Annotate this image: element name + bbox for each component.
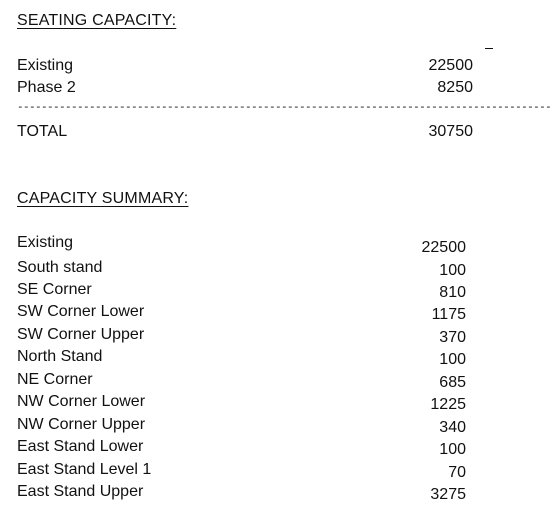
summary-row: [17, 461, 466, 483]
summary-row: [17, 438, 466, 460]
summary-row-label: NE Corner: [17, 371, 93, 388]
summary-row: [17, 281, 466, 303]
summary-row-value: 3275: [430, 486, 466, 503]
summary-row-value: 370: [439, 329, 466, 346]
total-separator-line: -----------------------------------------------------------------------------------------: [17, 102, 551, 114]
seating-row-value: 22500: [428, 57, 473, 74]
summary-row-label: SW Corner Upper: [17, 326, 145, 343]
seating-row-existing: [17, 57, 473, 79]
summary-row: [17, 416, 466, 438]
total-value: 30750: [428, 123, 473, 140]
seating-capacity-heading: SEATING CAPACITY:: [17, 12, 177, 29]
summary-row-label: SE Corner: [17, 281, 92, 298]
summary-row-value: 1225: [430, 396, 466, 413]
summary-row-value: 340: [439, 419, 466, 436]
summary-row-value: 685: [439, 374, 466, 391]
summary-row: [17, 326, 466, 348]
summary-row: [17, 236, 466, 258]
summary-row-value: 100: [439, 351, 466, 368]
summary-row-label: South stand: [17, 259, 103, 276]
summary-row-label: East Stand Upper: [17, 483, 144, 500]
seating-row-label: Phase 2: [17, 79, 76, 96]
summary-row-value: 22500: [421, 239, 466, 256]
summary-row-label: North Stand: [17, 348, 103, 365]
summary-row: [17, 393, 466, 415]
summary-row-value: 70: [448, 464, 466, 481]
summary-row-label: East Stand Lower: [17, 438, 144, 455]
summary-row-label: SW Corner Lower: [17, 303, 145, 320]
total-label: TOTAL: [17, 123, 68, 140]
summary-row-value: 1175: [431, 306, 466, 323]
summary-row-value: 100: [439, 441, 466, 458]
summary-row: [17, 348, 466, 370]
summary-row-value: 810: [439, 284, 466, 301]
summary-row-label: NW Corner Upper: [17, 416, 146, 433]
summary-row: [17, 371, 466, 393]
capacity-summary-heading: CAPACITY SUMMARY:: [17, 190, 189, 207]
summary-row: [17, 303, 466, 325]
summary-row-label: NW Corner Lower: [17, 393, 146, 410]
margin-tick-mark: [485, 48, 493, 49]
summary-row: [17, 259, 466, 281]
summary-row-label: Existing: [17, 234, 74, 251]
seating-row-label: Existing: [17, 57, 74, 74]
seating-row-phase-2: [17, 79, 473, 101]
summary-row-label: East Stand Level 1: [17, 461, 152, 478]
seating-row-value: 8250: [437, 79, 473, 96]
summary-row-value: 100: [439, 262, 466, 279]
summary-row: [17, 483, 466, 505]
seating-total-row: [17, 123, 473, 145]
